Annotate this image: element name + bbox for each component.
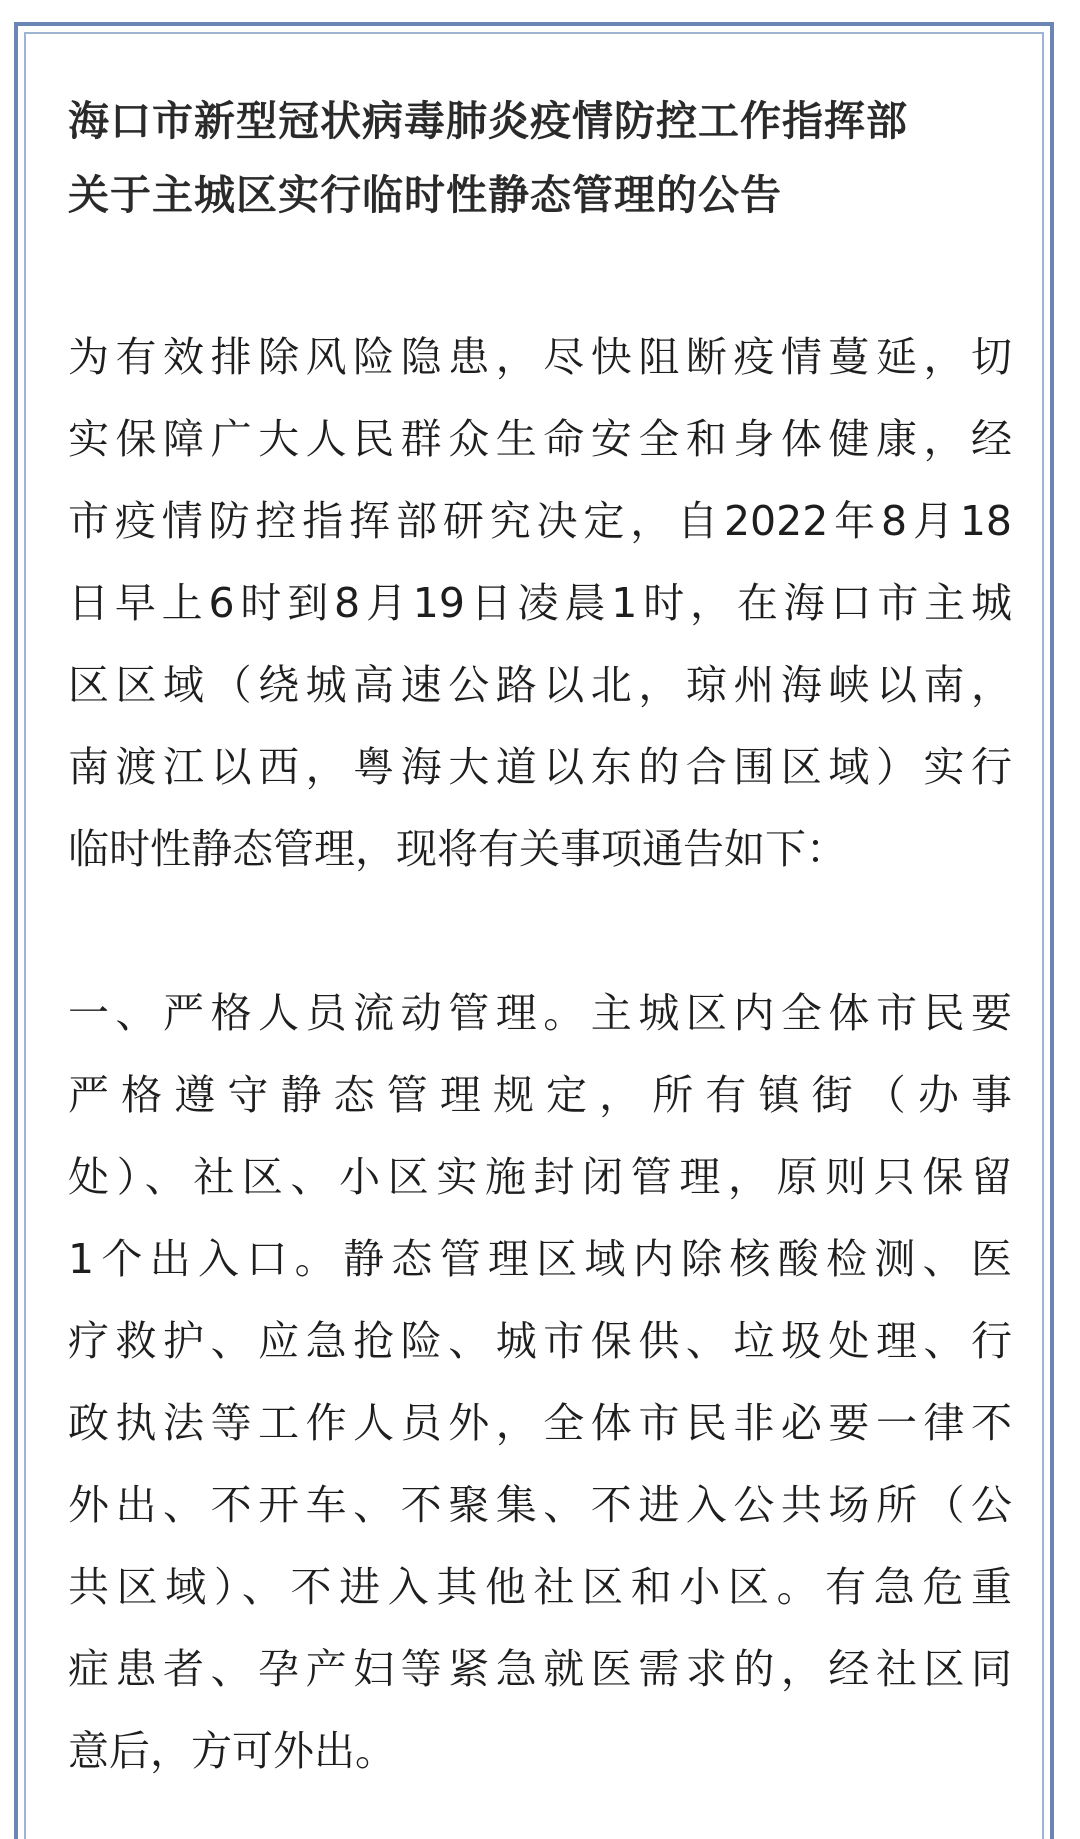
- paragraph-line: 症患者、孕产妇等紧急就医需求的，经社区同: [68, 1645, 1012, 1693]
- paragraph-line: 市疫情防控指挥部研究决定，自2022年8月18: [68, 497, 1012, 545]
- rule-1-paragraph: [68, 972, 1012, 1792]
- paragraph-line: 意后，方可外出。: [68, 1727, 396, 1775]
- paragraph-line: 临时性静态管理，现将有关事项通告如下：: [68, 825, 847, 873]
- title-line: 关于主城区实行临时性静态管理的公告: [68, 171, 782, 219]
- announcement-content: [68, 84, 1012, 1792]
- paragraph-line: 严格遵守静态管理规定，所有镇街（办事: [68, 1071, 1012, 1119]
- paragraph-line: 政执法等工作人员外，全体市民非必要一律不: [68, 1399, 1012, 1447]
- paragraph-line: 共区域）、不进入其他社区和小区。有急危重: [68, 1563, 1012, 1611]
- paragraph-line: 处）、社区、小区实施封闭管理，原则只保留: [68, 1153, 1012, 1201]
- paragraph-line: 日早上6时到8月19日凌晨1时，在海口市主城: [68, 579, 1012, 627]
- paragraph-line: 外出、不开车、不聚集、不进入公共场所（公: [68, 1481, 1012, 1529]
- paragraph-line: 区区域（绕城高速公路以北，琼州海峡以南，: [68, 661, 1012, 709]
- paragraph-line: 南渡江以西，粤海大道以东的合围区域）实行: [68, 743, 1012, 791]
- paragraph-line: 1个出入口。静态管理区域内除核酸检测、医: [68, 1235, 1012, 1283]
- announcement-title: [68, 84, 1012, 232]
- paragraph-line: 为有效排除风险隐患，尽快阻断疫情蔓延，切: [68, 333, 1012, 381]
- title-line: 海口市新型冠状病毒肺炎疫情防控工作指挥部: [68, 97, 908, 145]
- paragraph-line: 一、严格人员流动管理。主城区内全体市民要: [68, 989, 1012, 1037]
- intro-paragraph: [68, 316, 1012, 890]
- paragraph-line: 疗救护、应急抢险、城市保供、垃圾处理、行: [68, 1317, 1012, 1365]
- paragraph-line: 实保障广大人民群众生命安全和身体健康，经: [68, 415, 1012, 463]
